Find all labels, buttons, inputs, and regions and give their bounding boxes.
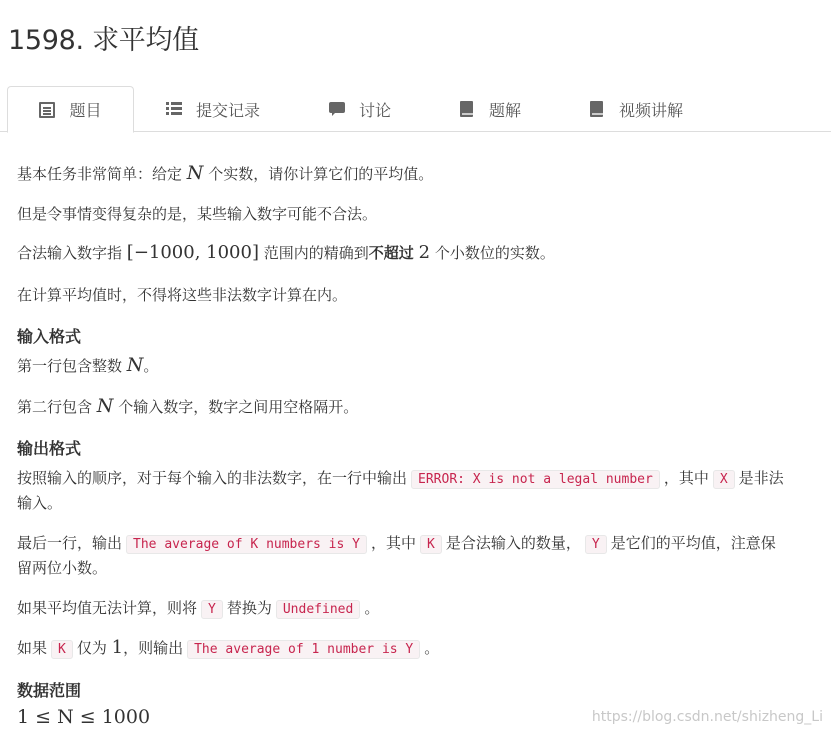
output-line-1-cont: 输入。	[17, 494, 63, 512]
list-icon	[166, 101, 182, 117]
math-var: N	[186, 162, 204, 184]
problem-paragraph-4: 在计算平均值时，不得将这些非法数字计算在内。	[17, 286, 348, 304]
problem-paragraph-1	[17, 162, 433, 184]
output-line-2-cont: 留两位小数。	[17, 559, 108, 577]
tab-discussion[interactable]	[329, 86, 391, 132]
input-format-heading: 输入格式	[17, 327, 82, 346]
inline-code: ERROR: X is not a legal number	[411, 470, 660, 489]
text: 范围内的精确到	[263, 244, 369, 262]
data-range-formula: 1 ≤ N ≤ 1000	[17, 706, 151, 728]
text: 个输入数字，数字之间用空格隔开。	[118, 398, 359, 416]
text: 个实数，请你计算它们的平均值。	[208, 165, 434, 183]
inline-code: K	[51, 640, 73, 659]
tab-label: 题目	[69, 101, 102, 120]
inline-code: The average of K numbers is Y	[126, 535, 367, 554]
tab-label: 提交记录	[196, 100, 261, 120]
tab-solutions[interactable]	[459, 86, 521, 132]
text: 。	[424, 639, 440, 657]
tab-label: 讨论	[359, 100, 392, 120]
text: 基本任务非常简单：给定	[17, 165, 183, 183]
math-range: [−1000, 1000]	[126, 242, 259, 263]
math-num: 1	[111, 637, 124, 658]
text: 仅为	[76, 639, 107, 657]
text: 个小数位的实数。	[434, 244, 555, 262]
bold-text: 不超过	[368, 244, 414, 262]
inline-code: Y	[585, 535, 607, 554]
math-var: N	[96, 395, 114, 417]
tab-problem[interactable]	[7, 86, 134, 133]
text: ，则输出	[123, 639, 184, 657]
inline-code: Undefined	[276, 600, 360, 619]
output-line-3	[17, 597, 379, 618]
tab-submissions[interactable]	[166, 86, 260, 132]
tab-video[interactable]	[589, 86, 683, 132]
watermark: https://blog.csdn.net/shizheng_Li	[591, 709, 823, 725]
problem-paragraph-3	[17, 242, 555, 263]
output-line-2	[17, 532, 776, 553]
math-var: N	[126, 354, 144, 376]
text: 。	[143, 357, 159, 375]
text: 按照输入的顺序，对于每个输入的非法数字，在一行中输出	[17, 469, 408, 487]
text: 第一行包含整数	[17, 357, 123, 375]
inline-code: X	[713, 470, 735, 489]
output-line-4	[17, 637, 439, 658]
tab-label: 题解	[489, 100, 522, 120]
text: 是非法	[738, 469, 784, 487]
input-line-2	[17, 395, 358, 417]
list-alt-icon	[39, 102, 55, 118]
problem-paragraph-2: 但是令事情变得复杂的是，某些输入数字可能不合法。	[17, 205, 378, 223]
page-title: 1598. 求平均值	[8, 25, 199, 56]
text: 替换为	[226, 599, 272, 617]
output-line-1	[17, 467, 784, 488]
text: 是合法输入的数量，	[445, 534, 581, 552]
tab-bar	[0, 86, 831, 132]
data-range-heading: 数据范围	[17, 681, 82, 700]
book-icon	[589, 101, 605, 117]
text: 最后一行，输出	[17, 534, 123, 552]
math-num: 2	[418, 242, 431, 263]
comment-icon	[329, 101, 345, 117]
book-icon	[459, 101, 475, 117]
text: 。	[364, 599, 380, 617]
input-line-1	[17, 354, 158, 376]
text: 合法输入数字指	[17, 244, 123, 262]
output-format-heading: 输出格式	[17, 439, 82, 458]
inline-code: Y	[201, 600, 223, 619]
text: 第二行包含	[17, 398, 93, 416]
tab-label: 视频讲解	[619, 100, 684, 120]
inline-code: The average of 1 number is Y	[187, 640, 420, 659]
text: ，其中	[371, 534, 417, 552]
text: 如果平均值无法计算，则将	[17, 599, 198, 617]
text: 是它们的平均值，注意保	[610, 534, 776, 552]
inline-code: K	[420, 535, 442, 554]
text: 如果	[17, 639, 48, 657]
text: ，其中	[663, 469, 709, 487]
